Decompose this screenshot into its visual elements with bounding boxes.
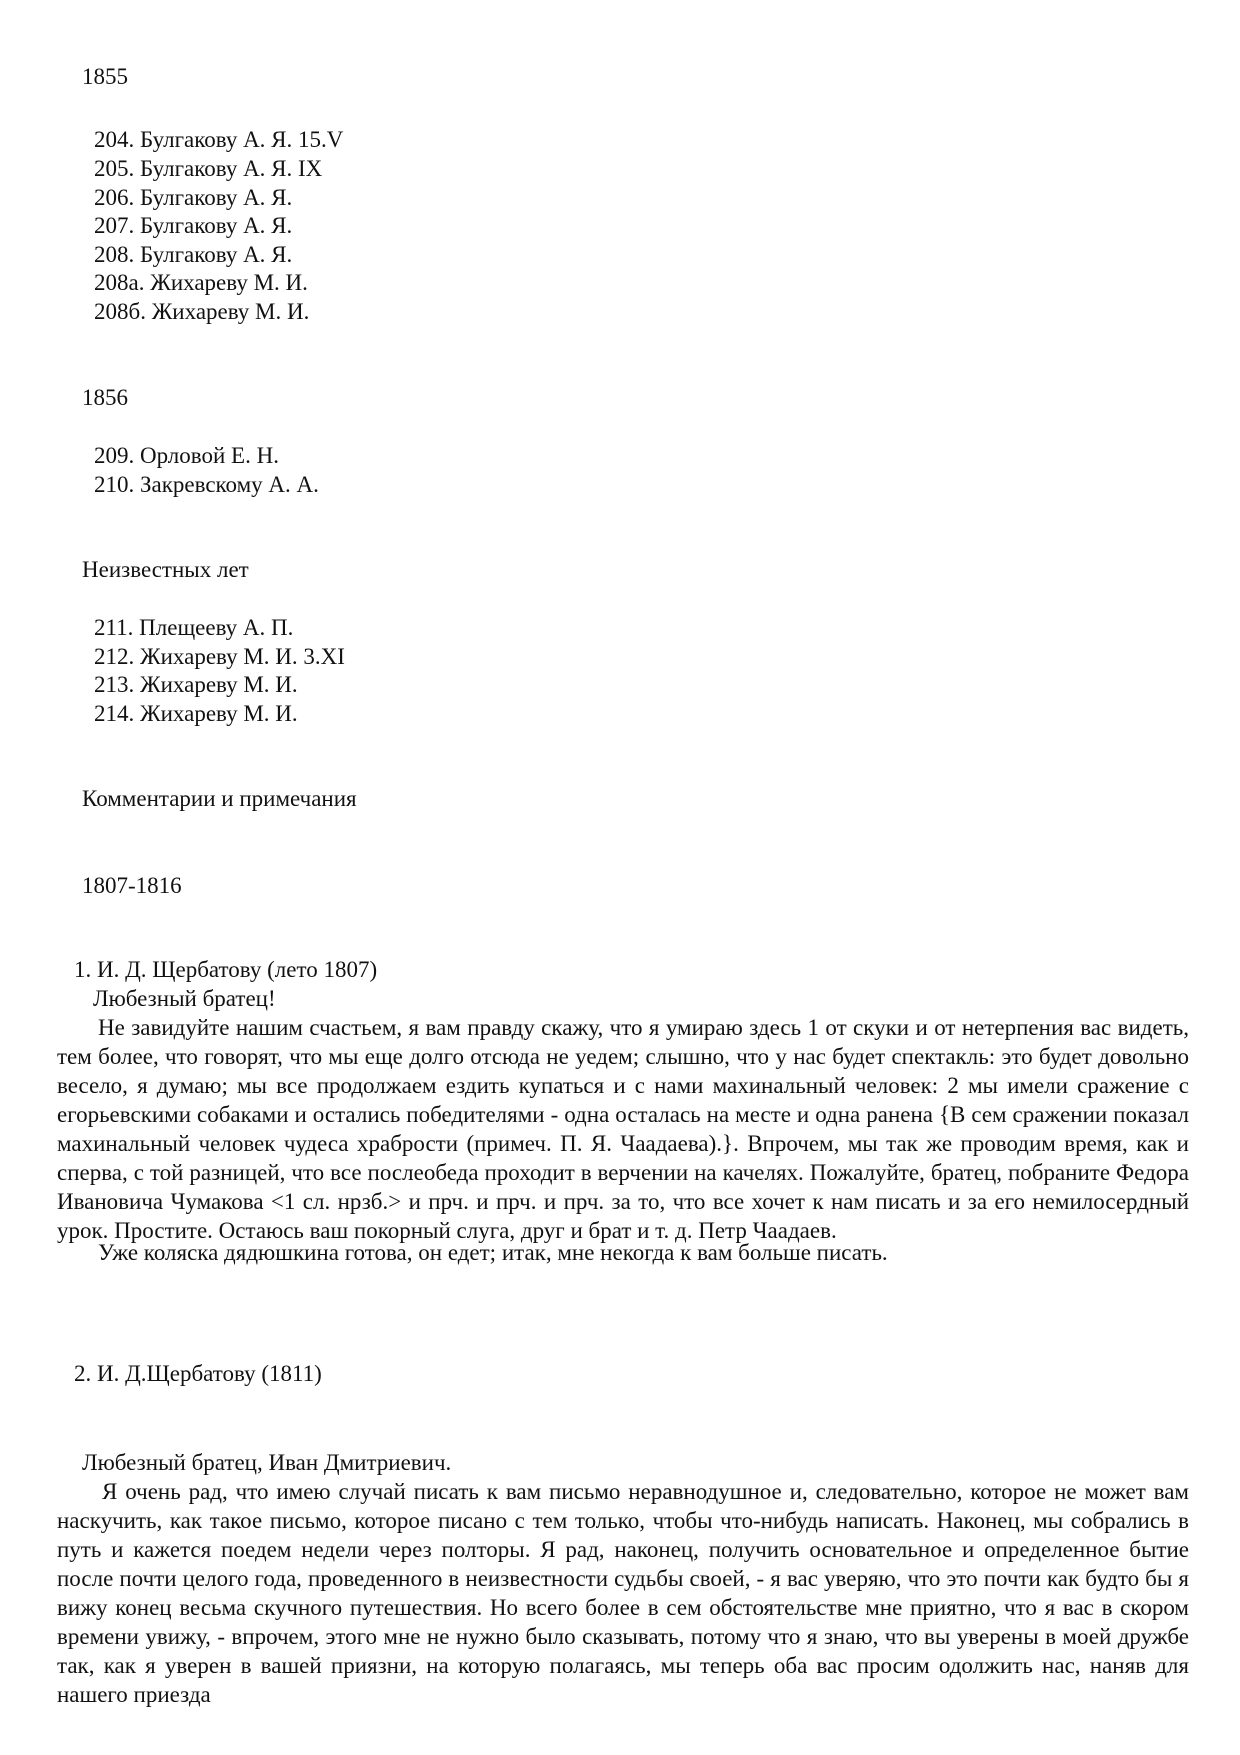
year-heading-1855: 1855 xyxy=(82,64,128,89)
list-item: 211. Плещееву А. П. xyxy=(94,615,294,640)
list-item: 207. Булгакову А. Я. xyxy=(94,213,293,238)
period-heading: 1807-1816 xyxy=(82,873,182,898)
letter-1-body: Не завидуйте нашим счастьем, я вам правду скажу, что я умираю здесь 1 от скуки и от нетерпения вас видеть, тем более, что говорят, что мы еще долго отсюда не уедем; слышно, что у нас будет спектакль: это будет довольно весело, я думаю; мы все продолжаем ездить купаться и с нами махинальный человек: 2 мы имели сражение с егорьевскими собаками и остались победителями - одна осталась на месте и одна ранена {В сем сражении показал махинальный человек чудеса храбрости (примеч. П. Я. Чаадаева).}. Впрочем, мы так же проводим время, как и сперва, с той разницей, что все послеобеда проходит в верчении на качелях. Пожалуйте, братец, побраните Федора Ивановича Чумакова <1 сл. нрзб.> и прч. и прч. и прч. за то, что все хочет к нам писать и за его немилосердный урок. Простите. Остаюсь ваш покорный слуга, друг и брат и т. д. Петр Чаадаев. xyxy=(57,1015,1189,1243)
list-item: 213. Жихареву М. И. xyxy=(94,672,298,697)
letter-1-title: 1. И. Д. Щербатову (лето 1807) xyxy=(74,957,378,982)
list-item: 204. Булгакову А. Я. 15.V xyxy=(94,127,344,152)
list-item: 206. Булгакову А. Я. xyxy=(94,185,293,210)
comments-heading: Комментарии и примечания xyxy=(82,786,357,811)
list-item: 209. Орловой Е. Н. xyxy=(94,443,279,468)
list-item: 208а. Жихареву М. И. xyxy=(94,270,308,295)
list-item: 208б. Жихареву М. И. xyxy=(94,299,310,324)
list-item: 210. Закревскому А. А. xyxy=(94,472,319,497)
year-heading-1856: 1856 xyxy=(82,385,128,410)
letter-2-title: 2. И. Д.Щербатову (1811) xyxy=(74,1361,322,1386)
year-heading-unknown: Неизвестных лет xyxy=(82,557,249,582)
letter-1-salutation: Любезный братец! xyxy=(93,986,276,1011)
letter-2-body: Я очень рад, что имею случай писать к вам письмо неравнодушное и, следовательно, которое не может вам наскучить, как такое письмо, которое писано с тем только, чтобы что-нибудь написать. Наконец, мы собрались в путь и кажется поедем недели через полторы. Я рад, наконец, получить основательное и определенное бытие после почти целого года, проведенного в неизвестности судьбы своей, - я вас уверяю, что это почти как будто бы я вижу конец весьма скучного путешествия. Но всего более в сем обстоятельстве мне приятно, что я вас в скором времени увижу, - впрочем, этого мне не нужно было сказывать, потому что я знаю, что вы уверены в моей дружбе так, как я уверен в вашей приязни, на которую полагаясь, мы теперь оба вас просим одолжить нас, наняв для нашего приезда xyxy=(57,1479,1189,1707)
list-item: 214. Жихареву М. И. xyxy=(94,701,298,726)
list-item: 212. Жихареву М. И. 3.XI xyxy=(94,644,345,669)
letter-2-salutation: Любезный братец, Иван Дмитриевич. xyxy=(82,1450,452,1475)
list-item: 205. Булгакову А. Я. IX xyxy=(94,156,323,181)
letter-1-postscript: Уже коляска дядюшкина готова, он едет; итак, мне некогда к вам больше писать. xyxy=(98,1240,888,1265)
list-item: 208. Булгакову А. Я. xyxy=(94,242,293,267)
